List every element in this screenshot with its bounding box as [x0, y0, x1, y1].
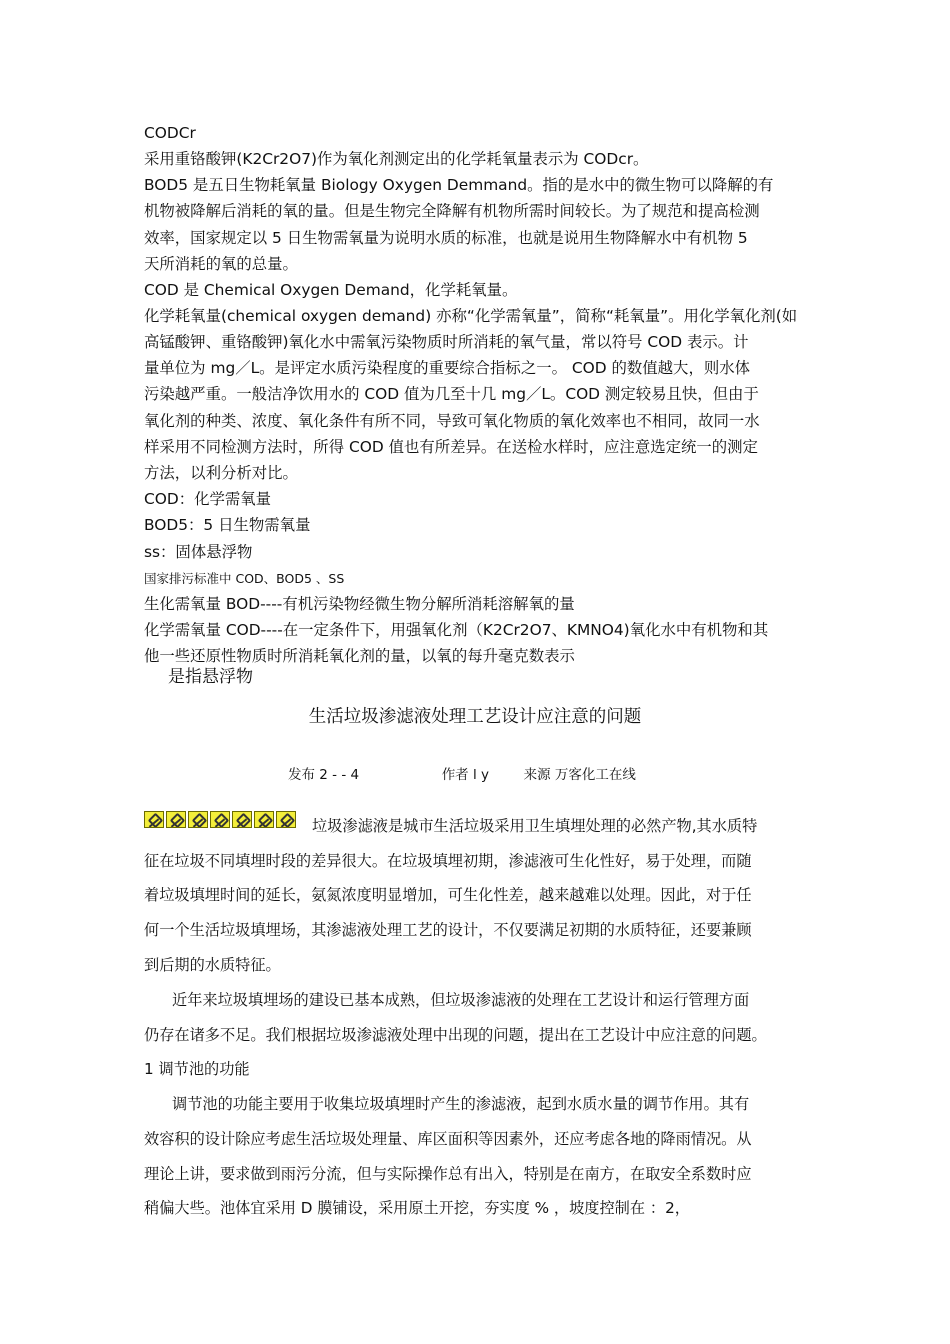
- text-line: 样采用不同检测方法时，所得 COD 值也有所差异。在送检水样时，应注意选定统一的测定: [144, 438, 758, 456]
- text-line: COD：化学需氧量: [144, 490, 272, 508]
- icon-row: [144, 811, 296, 829]
- article-title: 生活垃圾渗滤液处理工艺设计应注意的问题: [308, 707, 642, 727]
- diamond-icon: [276, 811, 296, 828]
- text-line: 量单位为 mg／L。是评定水质污染程度的重要综合指标之一。 COD 的数值越大，则水体: [144, 359, 751, 377]
- diamond-icon: [166, 811, 186, 828]
- text-line: 他一些还原性物质时所消耗氧化剂的量，以氧的每升毫克数表示: [144, 647, 575, 665]
- text-line: 天所消耗的氧的总量。: [144, 255, 298, 273]
- diamond-icon: [144, 811, 164, 828]
- text-line: BOD5 是五日生物耗氧量 Biology Oxygen Demmand。指的是水中的微生物可以降解的有: [144, 176, 774, 194]
- paragraph-line: 到后期的水质特征。: [144, 956, 281, 974]
- text-line: 机物被降解后消耗的氧的量。但是生物完全降解有机物所需时间较长。为了规范和提高检测: [144, 202, 760, 220]
- text-line: BOD5：5 日生物需氧量: [144, 516, 311, 534]
- text-line: 化学需氧量 COD----在一定条件下，用强氧化剂（K2Cr2O7、KMNO4)氧化水中有机物和其: [144, 621, 769, 639]
- paragraph-line: 近年来垃圾填埋场的建设已基本成熟，但垃圾渗滤液的处理在工艺设计和运行管理方面: [172, 991, 750, 1009]
- diamond-icon: [188, 811, 208, 828]
- text-line: ss：固体悬浮物: [144, 543, 253, 561]
- article-meta: [288, 763, 636, 783]
- section-heading: 1 调节池的功能: [144, 1060, 250, 1078]
- source: 来源 万客化工在线: [523, 767, 636, 783]
- paragraph-line: 着垃圾填埋时间的延长，氨氮浓度明显增加，可生化性差，越来越难以处理。因此，对于任: [144, 886, 752, 904]
- text-line: 高锰酸钾、重铬酸钾)氧化水中需氧污染物质时所消耗的氧气量，常以符号 COD 表示。计: [144, 333, 749, 351]
- text-line: 氧化剂的种类、浓度、氧化条件有所不同，导致可氧化物质的氧化效率也不相同，故同一水: [144, 412, 760, 430]
- text-line: CODCr: [144, 124, 196, 142]
- text-line: 是指悬浮物: [168, 667, 253, 687]
- text-line: 效率，国家规定以 5 日生物需氧量为说明水质的标准，也就是说用生物降解水中有机物 5: [144, 229, 748, 247]
- paragraph-line: 效容积的设计除应考虑生活垃圾处理量、库区面积等因素外，还应考虑各地的降雨情况。从: [144, 1130, 752, 1148]
- diamond-icon: [254, 811, 274, 828]
- paragraph-line: 何一个生活垃圾填埋场，其渗滤液处理工艺的设计，不仅要满足初期的水质特征，还要兼顾: [144, 921, 752, 939]
- text-line: 方法，以利分析对比。: [144, 464, 298, 482]
- text-line: COD 是 Chemical Oxygen Demand，化学耗氧量。: [144, 281, 518, 299]
- diamond-icon: [210, 811, 230, 828]
- paragraph-line: 调节池的功能主要用于收集垃圾填埋时产生的渗滤液，起到水质水量的调节作用。其有: [172, 1095, 750, 1113]
- publish-date: 发布 2 - - 4: [288, 767, 360, 783]
- paragraph-line: 仍存在诸多不足。我们根据垃圾渗滤液处理中出现的问题，提出在工艺设计中应注意的问题。: [144, 1026, 767, 1044]
- text-line: 化学耗氧量(chemical oxygen demand) 亦称“化学需氧量”，简称“耗氧量”。用化学氧化剂(如: [144, 307, 798, 325]
- paragraph-line: 理论上讲，要求做到雨污分流，但与实际操作总有出入，特别是在南方，在取安全系数时应: [144, 1165, 752, 1183]
- diamond-icon: [232, 811, 252, 828]
- paragraph-line: 稍偏大些。池体宜采用 D 膜铺设，采用原土开挖，夯实度 % ，坡度控制在 ：2，: [144, 1199, 690, 1217]
- paragraph-line: 垃圾渗滤液是城市生活垃圾采用卫生填埋处理的必然产物,其水质特: [312, 817, 758, 835]
- author: 作者 l y: [441, 767, 490, 783]
- text-line: 污染越严重。一般洁净饮用水的 COD 值为几至十几 mg／L。COD 测定较易且快，但由于: [144, 385, 759, 403]
- text-line: 生化需氧量 BOD----有机污染物经微生物分解所消耗溶解氧的量: [144, 595, 575, 613]
- text-line: 采用重铬酸钾(K2Cr2O7)作为氧化剂测定出的化学耗氧量表示为 CODcr。: [144, 150, 649, 168]
- text-line: 国家排污标准中 COD、BOD5 、SS: [144, 571, 345, 586]
- paragraph-line: 征在垃圾不同填埋时段的差异很大。在垃圾填埋初期，渗滤液可生化性好，易于处理，而随: [144, 852, 752, 870]
